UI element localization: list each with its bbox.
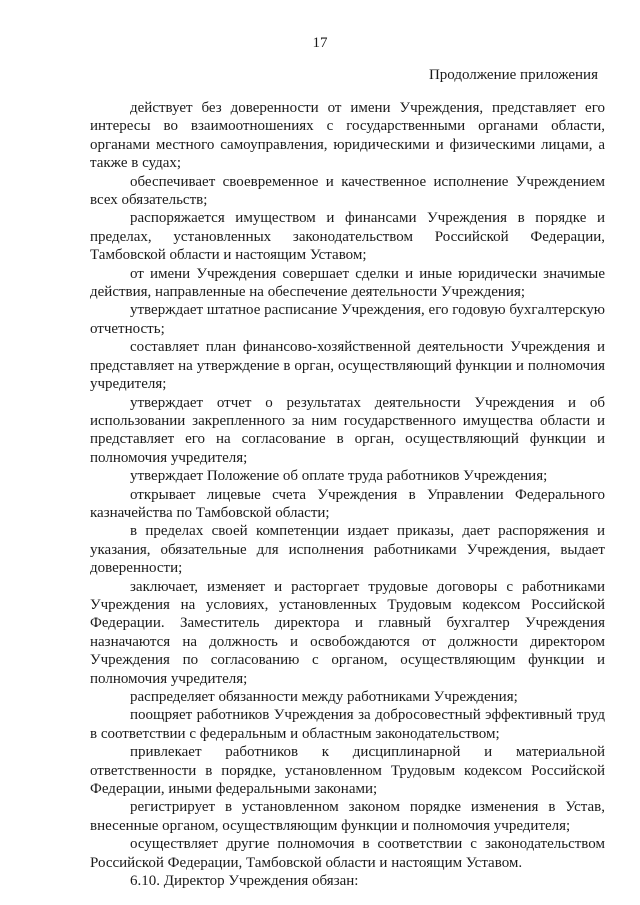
paragraph: распределяет обязанности между работниками Учреждения; [130,689,518,705]
paragraph: поощряет работников Учреждения за добросовестный эффективный труд в соответствии с федеральным и областным законодательством; [90,707,605,742]
paragraph: утверждает отчет о результатах деятельности Учреждения и об использовании закрепленного за ним государственного имущества области и представляет его на согласование в орган, осуществляющий функции и полномочия учредителя; [90,394,605,466]
document-body [90,99,605,890]
paragraph: утверждает штатное расписание Учреждения, его годовую бухгалтерскую отчетность; [90,302,605,337]
paragraph: составляет план финансово-хозяйственной деятельности Учреждения и представляет на утверждение в орган, осуществляющий функции и полномочия учредителя; [90,339,605,393]
section-heading: 6.10. Директор Учреждения обязан: [130,873,359,890]
paragraph: от имени Учреждения совершает сделки и иные юридически значимые действия, направленные на обеспечение деятельности Учреждения; [90,265,605,301]
paragraph: действует без доверенности от имени Учреждения, представляет его интересы во взаимоотношениях с государственными органами области, органами местного самоуправления, юридическими и физическими лицами, а также в судах; [90,100,605,172]
paragraph: осуществляет другие полномочия в соответствии с законодательством Российской Федерации, Тамбовской области и настоящим Уставом. [90,836,605,871]
continuation-header: Продолжение приложения [428,67,598,83]
paragraph: заключает, изменяет и расторгает трудовые договоры с работниками Учреждения на условиях, установленных Трудовым кодексом Российской Федерации. Заместитель директора и главный бухгалтер Учреждения назначаются на должность и освобождаются от должности директором Учреждения по согласованию с органом, осуществляющим функции и полномочия учредителя; [90,578,605,687]
paragraph: привлекает работников к дисциплинарной и материальной ответственности в порядке, установленном Трудовым кодексом Российской Федерации, иными федеральными законами; [90,744,605,798]
paragraph: открывает лицевые счета Учреждения в Управлении Федерального казначейства по Тамбовской области; [90,486,605,521]
paragraph: обеспечивает своевременное и качественное исполнение Учреждением всех обязательств; [90,173,605,209]
paragraph: распоряжается имуществом и финансами Учреждения в порядке и пределах, установленных законодательством Российской Федерации, Тамбовской области и настоящим Уставом; [90,210,605,264]
paragraph: утверждает Положение об оплате труда работников Учреждения; [130,468,548,485]
paragraph: регистрирует в установленном законом порядке изменения в Устав, внесенные органом, осуществляющим функции и полномочия учредителя; [90,799,605,834]
page-number: 17 [312,35,328,51]
paragraph: в пределах своей компетенции издает приказы, дает распоряжения и указания, обязательные для исполнения работниками Учреждения, выдает доверенности; [90,523,605,577]
